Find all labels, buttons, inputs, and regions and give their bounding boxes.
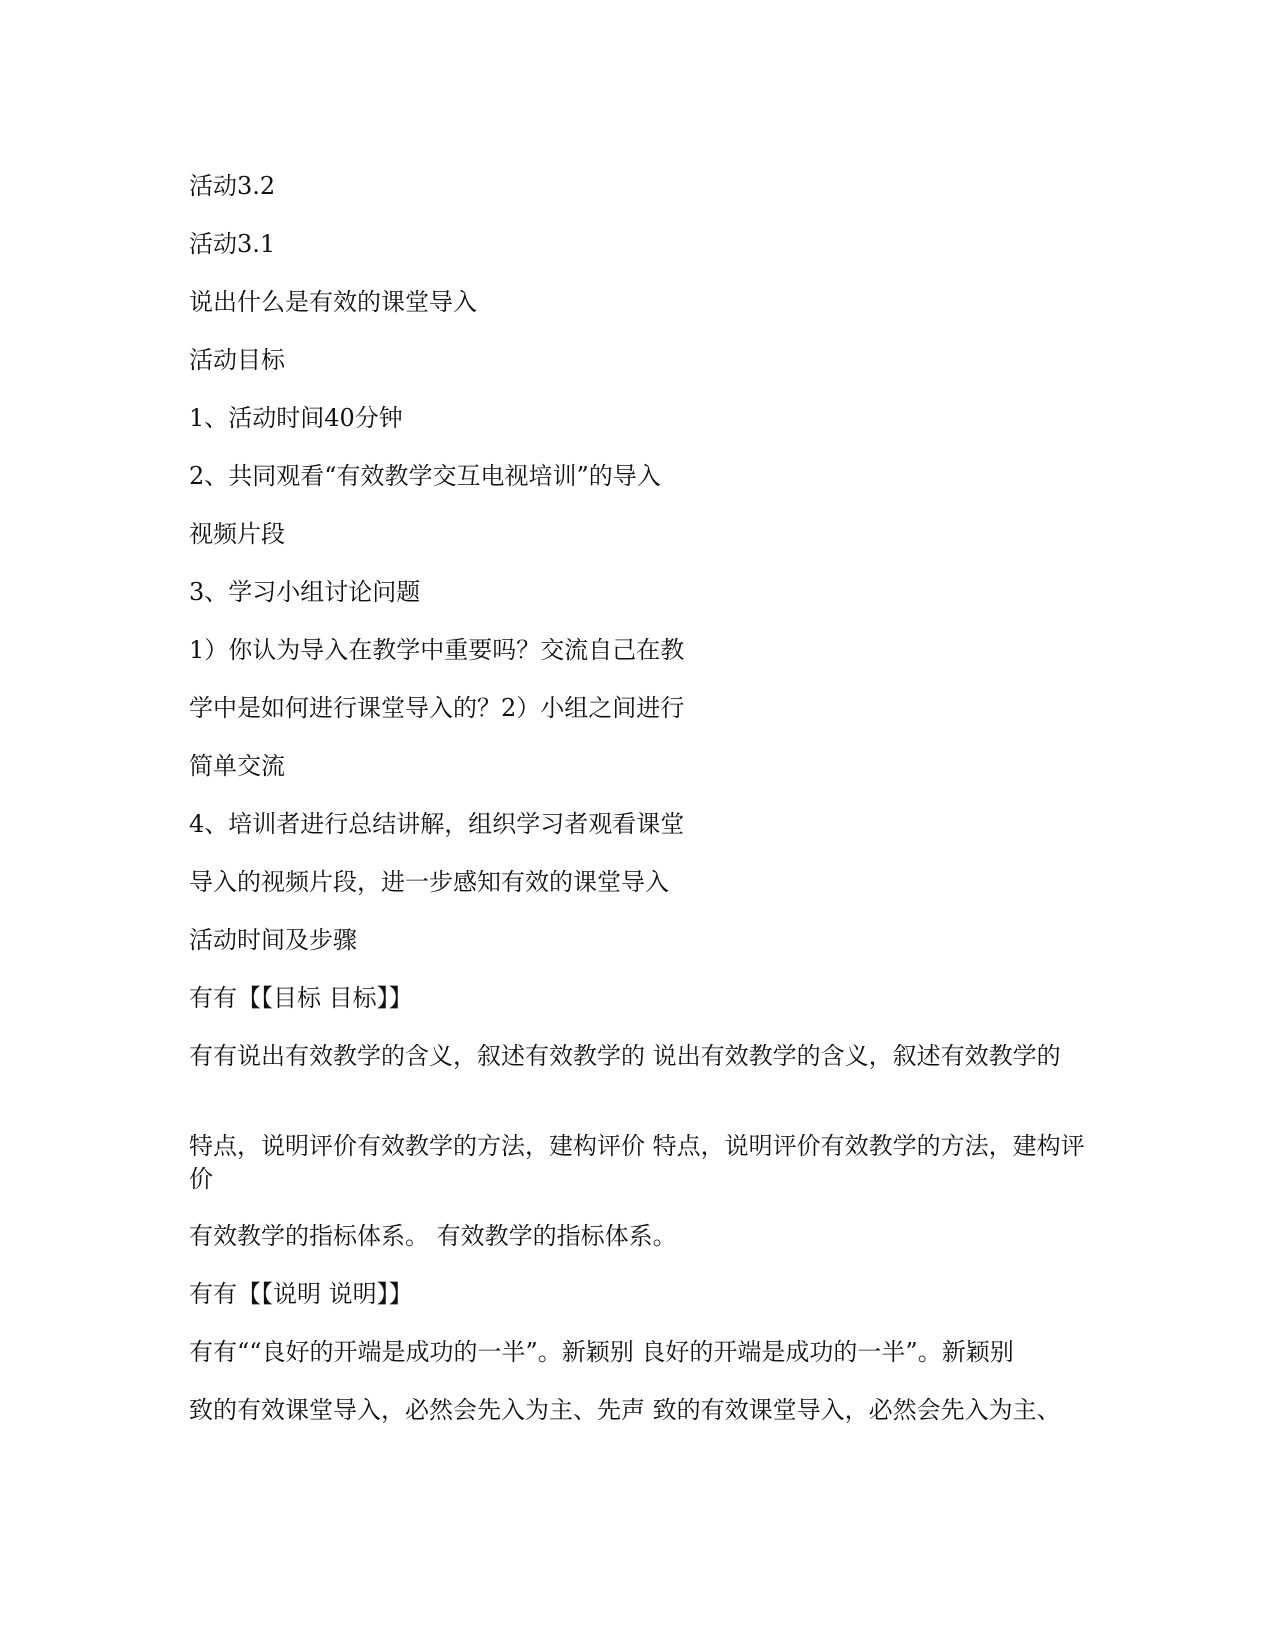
section-label-goal: 活动目标	[189, 346, 285, 374]
section-label-time-steps: 活动时间及步骤	[189, 926, 357, 954]
heading-activity-3-1: 活动3.1	[189, 230, 276, 258]
explanation-text-line-1: 有有““良好的开端是成功的一半”。新颖别 良好的开端是成功的一半”。新颖别	[189, 1338, 1014, 1366]
heading-activity-3-2: 活动3.2	[189, 172, 276, 200]
activity-title: 说出什么是有效的课堂导入	[189, 288, 477, 316]
explanation-heading: 有有【【说明 说明】】	[189, 1280, 413, 1308]
goal-text-line-1: 有有说出有效教学的含义，叙述有效教学的 说出有效教学的含义，叙述有效教学的	[189, 1042, 1061, 1070]
explanation-text-line-2: 致的有效课堂导入，必然会先入为主、先声 致的有效课堂导入，必然会先入为主、	[189, 1396, 1061, 1424]
goal-text-line-2: 特点，说明评价有效教学的方法，建构评价 特点，说明评价有效教学的方法，建构评价	[189, 1132, 1085, 1193]
step-2: 2、共同观看“有效教学交互电视培训”的导入	[189, 462, 661, 490]
step-3-question-1: 1）你认为导入在教学中重要吗？交流自己在教	[189, 636, 685, 664]
step-3-question-end: 简单交流	[189, 752, 285, 780]
step-3: 3、学习小组讨论问题	[189, 578, 421, 606]
step-3-question-continued: 学中是如何进行课堂导入的？2）小组之间进行	[189, 694, 685, 722]
step-2-continued: 视频片段	[189, 520, 285, 548]
step-1: 1、活动时间40分钟	[189, 404, 403, 432]
step-4: 4、培训者进行总结讲解，组织学习者观看课堂	[189, 810, 685, 838]
goal-text-line-3: 有效教学的指标体系。 有效教学的指标体系。	[189, 1222, 677, 1250]
goal-heading: 有有【【目标 目标】】	[189, 984, 413, 1012]
step-4-continued: 导入的视频片段，进一步感知有效的课堂导入	[189, 868, 669, 896]
